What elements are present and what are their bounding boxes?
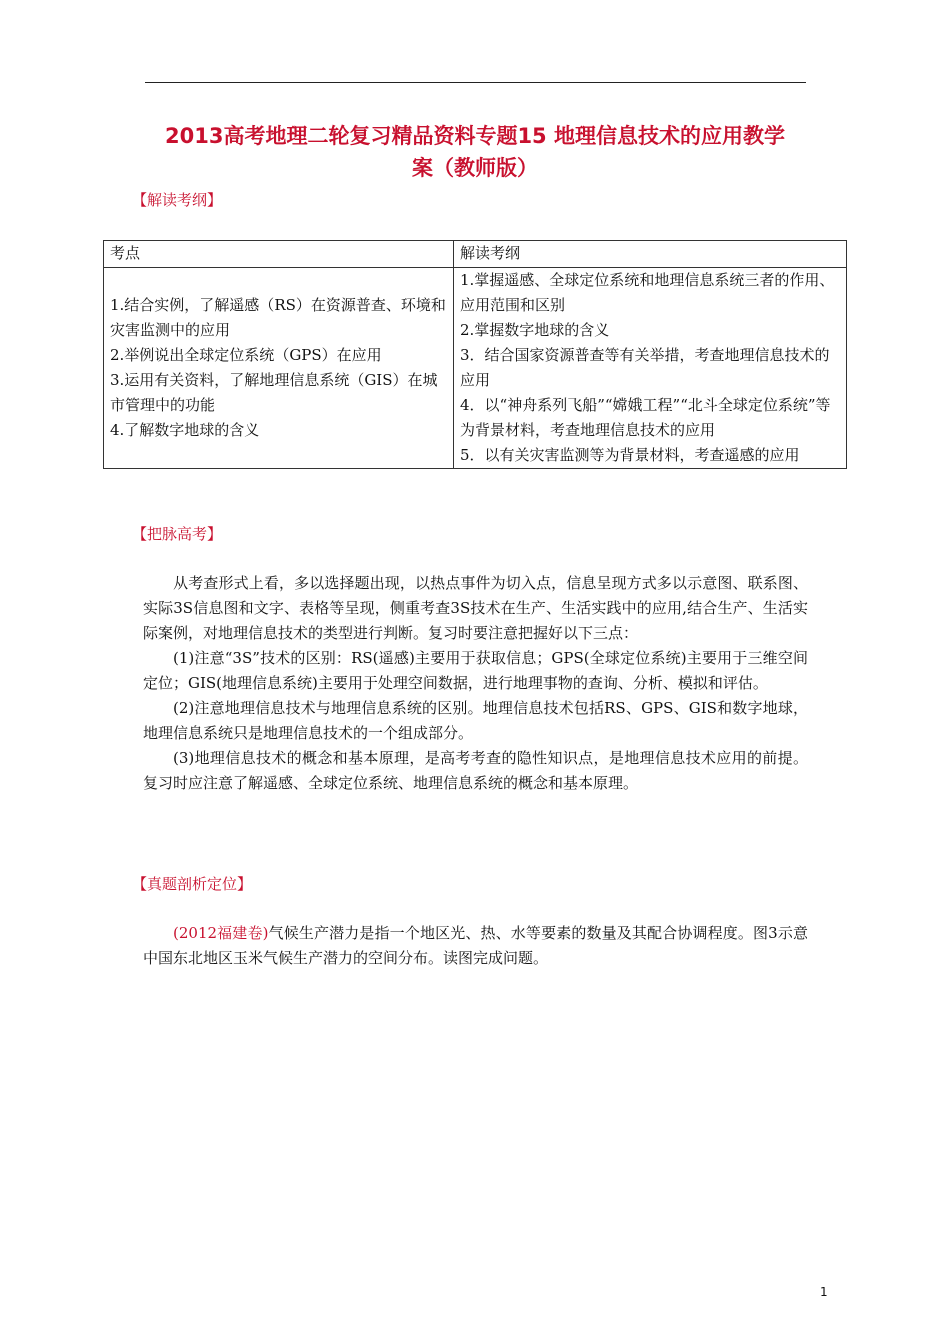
pulse-heading: 【把脉高考】 <box>132 525 223 543</box>
title-line-2: 案（教师版） <box>412 156 538 180</box>
list-item: 4．以“神舟系列飞船”“嫦娥工程”“北斗全球定位系统”等为背景材料，考查地理信息技术的应用 <box>460 396 831 439</box>
outline-interpretation-cell <box>454 268 847 469</box>
paragraph: (3)地理信息技术的概念和基本原理，是高考考查的隐性知识点，是地理信息技术应用的前提。复习时应注意了解遥感、全球定位系统、地理信息系统的概念和基本原理。 <box>143 749 808 792</box>
list-item: 3．结合国家资源普查等有关举措，考查地理信息技术的应用 <box>460 346 830 389</box>
document-title <box>120 120 830 184</box>
title-line-1: 2013高考地理二轮复习精品资料专题15 地理信息技术的应用教学 <box>165 124 785 148</box>
list-item: 1.结合实例，了解遥感（RS）在资源普查、环境和灾害监测中的应用 <box>110 296 446 339</box>
paragraph: (2)注意地理信息技术与地理信息系统的区别。地理信息技术包括RS、GPS、GIS和数字地球，地理信息系统只是地理信息技术的一个组成部分。 <box>143 699 808 742</box>
exam-points-cell <box>104 268 454 469</box>
page-number: 1 <box>820 1285 828 1299</box>
exam-body <box>143 921 808 971</box>
outline-heading: 【解读考纲】 <box>132 191 223 209</box>
table-row <box>104 268 847 469</box>
exam-text: 气候生产潜力是指一个地区光、热、水等要素的数量及其配合协调程度。图3示意中国东北地区玉米气候生产潜力的空间分布。读图完成问题。 <box>143 924 808 967</box>
exam-source: (2012福建卷) <box>173 924 269 942</box>
list-item: 1.掌握遥感、全球定位系统和地理信息系统三者的作用、应用范围和区别 <box>460 271 835 314</box>
paragraph: (1)注意“3S”技术的区别：RS(遥感)主要用于获取信息；GPS(全球定位系统)主要用于三维空间定位；GIS(地理信息系统)主要用于处理空间数据，进行地理事物的查询、分析、模拟和评估。 <box>143 649 808 692</box>
header-rule <box>145 82 806 83</box>
table-header-cell: 解读考纲 <box>454 241 847 268</box>
table-header-cell: 考点 <box>104 241 454 268</box>
exam-heading: 【真题剖析定位】 <box>132 875 253 893</box>
pulse-body <box>143 571 808 796</box>
paragraph: 从考查形式上看，多以选择题出现，以热点事件为切入点，信息呈现方式多以示意图、联系图、实际3S信息图和文字、表格等呈现，侧重考查3S技术在生产、生活实践中的应用,结合生产、生活实际案例，对地理信息技术的类型进行判断。复习时要注意把握好以下三点： <box>143 574 808 642</box>
list-item: 3.运用有关资料，了解地理信息系统（GIS）在城市管理中的功能 <box>110 371 438 414</box>
list-item: 2.举例说出全球定位系统（GPS）在应用 <box>110 346 382 364</box>
outline-table <box>103 240 847 469</box>
list-item: 5．以有关灾害监测等为背景材料，考查遥感的应用 <box>460 446 800 464</box>
paragraph <box>143 921 808 971</box>
list-item: 4.了解数字地球的含义 <box>110 421 260 439</box>
list-item: 2.掌握数字地球的含义 <box>460 321 610 339</box>
table-header-row <box>104 241 847 268</box>
